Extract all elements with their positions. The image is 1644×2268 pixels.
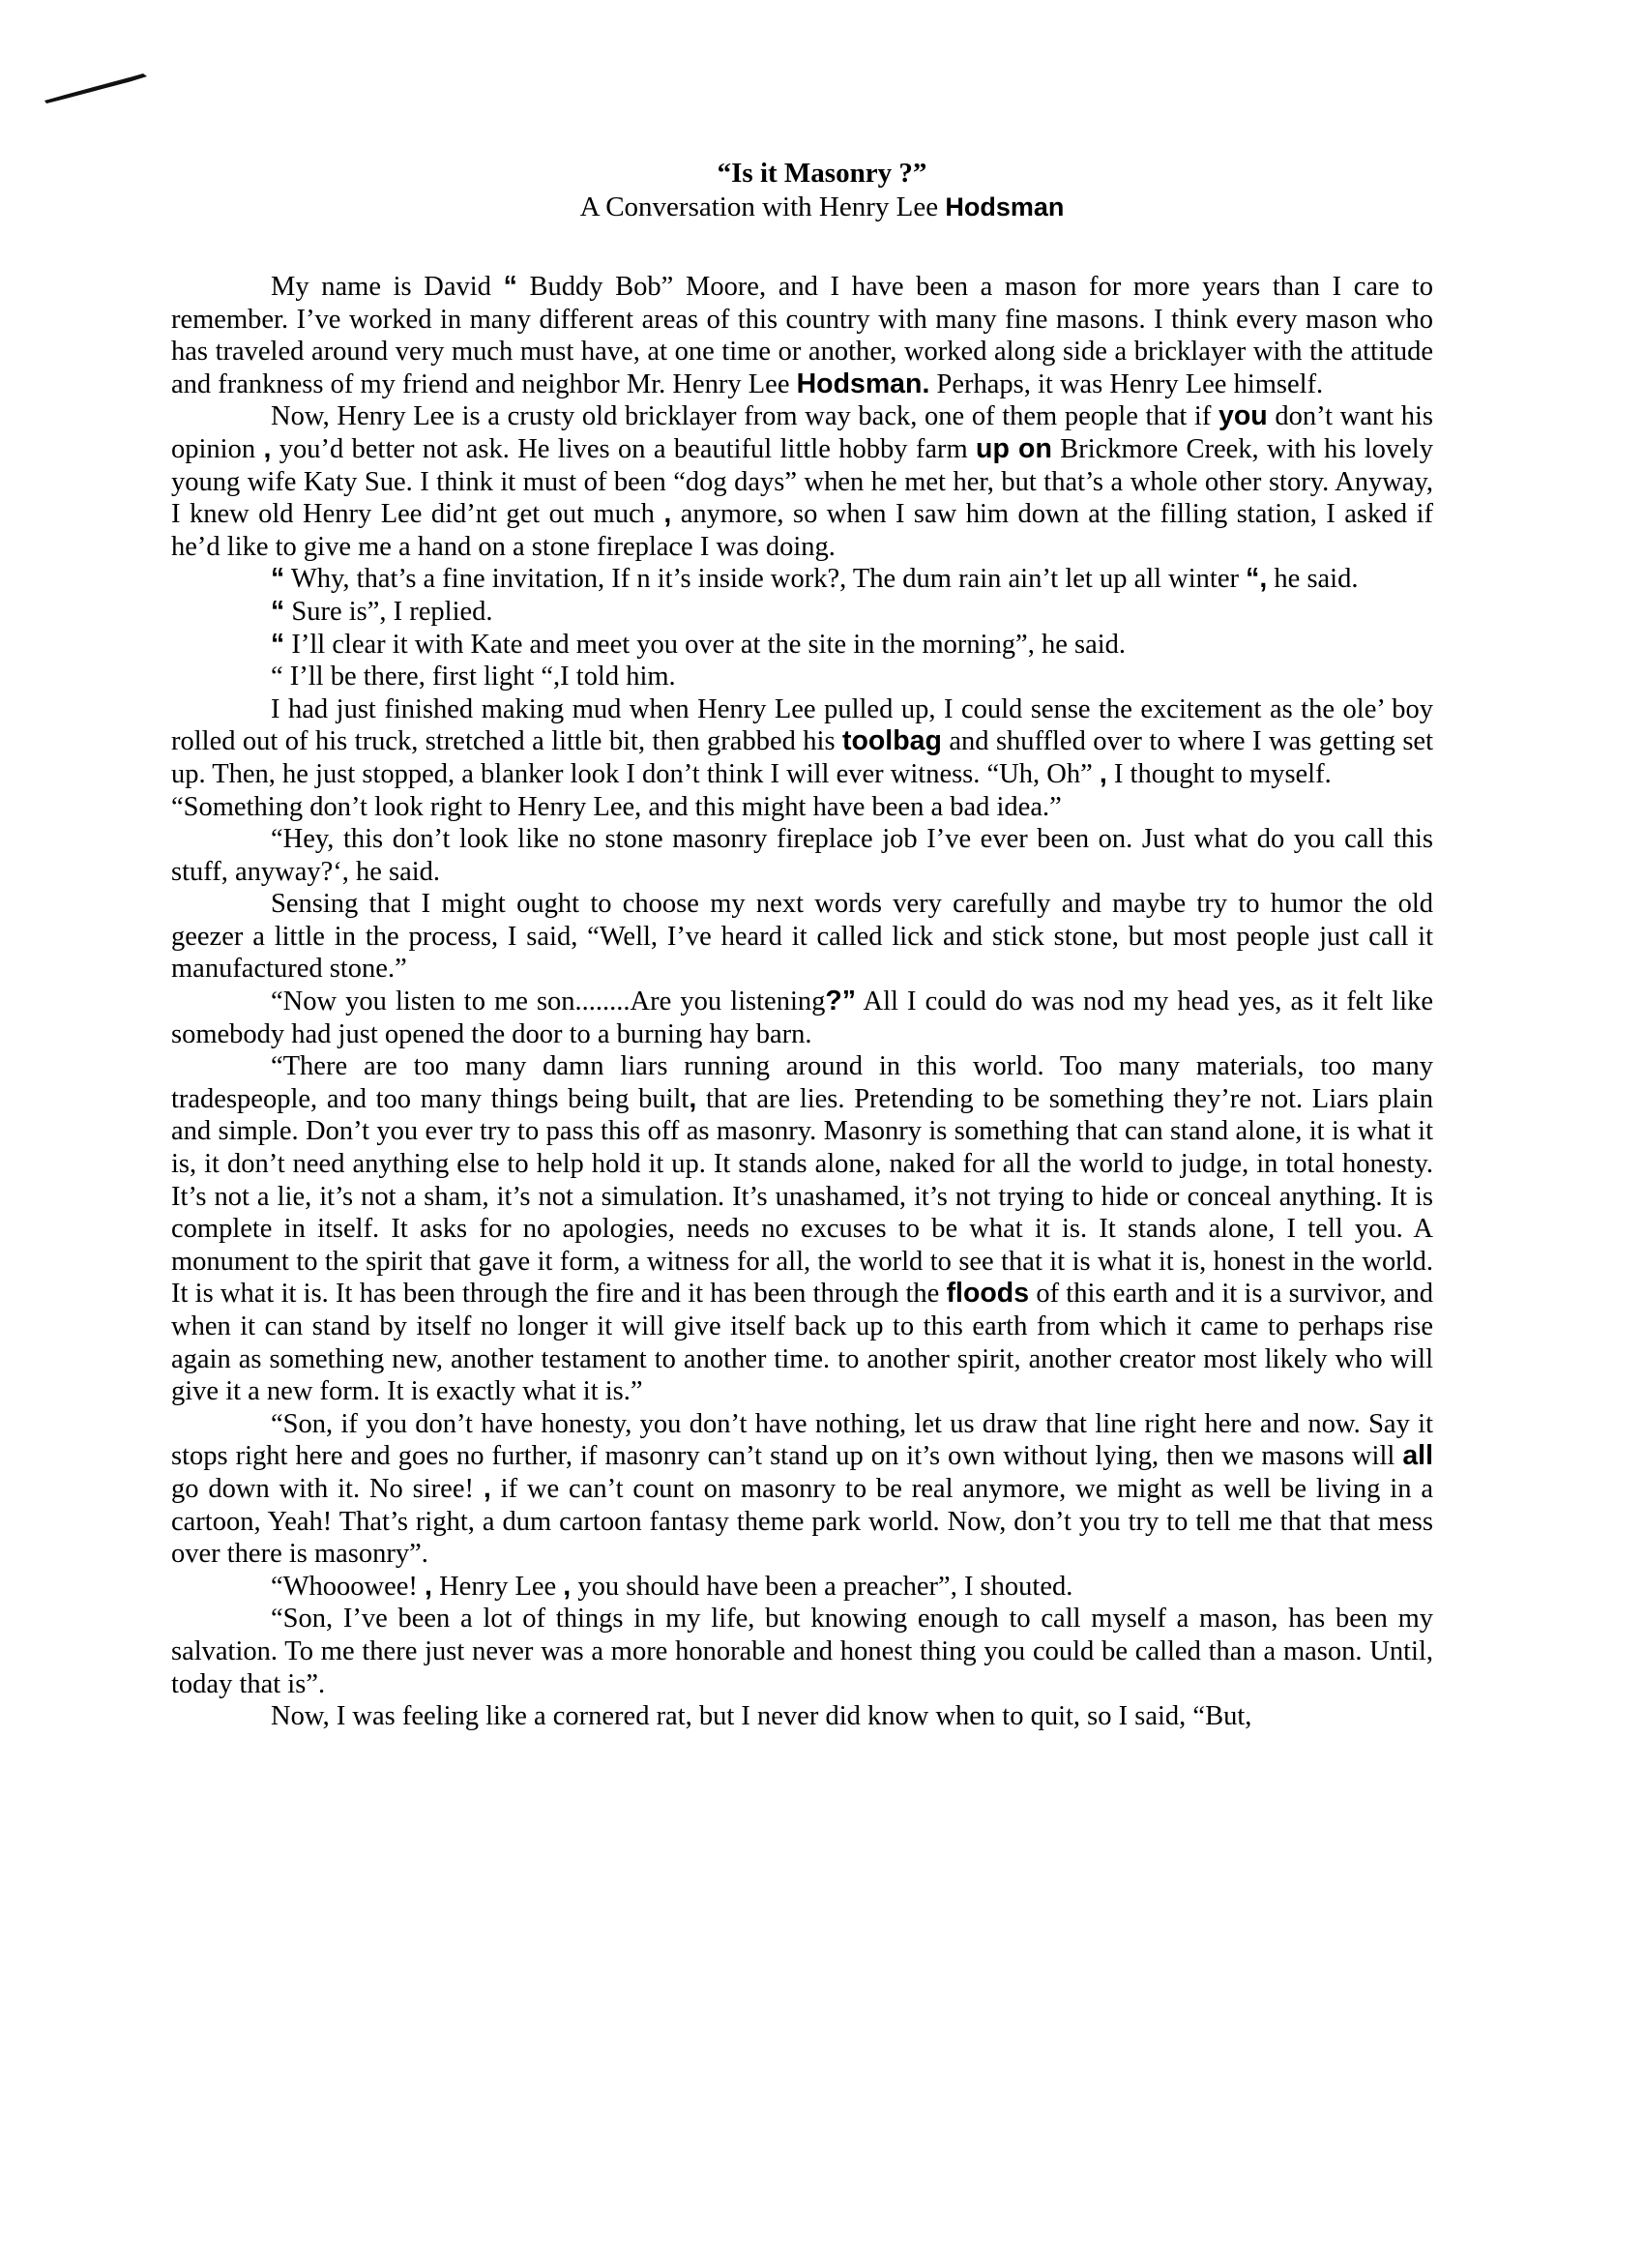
subtitle-name: Hodsman (945, 192, 1065, 221)
paragraph-text: Why, that’s a fine invitation, If n it’s inside work?, The dum rain ain’t let up all winter (284, 564, 1247, 595)
bold-text: you (1218, 400, 1268, 432)
document-subtitle (0, 190, 1644, 224)
paragraph-text: Now, I was feeling like a cornered rat, but I never did know when to quit, so I said, “But, (271, 1701, 1252, 1732)
paragraph (171, 1408, 1433, 1571)
paragraph (171, 400, 1433, 563)
paragraph-text: and shuffled over to where I was getting set up. Then, he just stopped, a blanker look I don’t think I will ever witness. “Uh, Oh” (171, 726, 1433, 789)
bold-text: , (563, 1570, 572, 1602)
paragraph-text: “ I’ll be there, first light “,I told him. (271, 662, 676, 692)
paragraph-text: Now, Henry Lee is a crusty old bricklayer from way back, one of them people that if (271, 401, 1219, 432)
paragraph-text: I had just finished making mud when Henry Lee pulled up, I could sense the excitement as the ole’ boy rolled out of his truck, stretched a little bit, then grabbed his (171, 693, 1433, 757)
paragraph-text: don’t want his opinion (171, 401, 1433, 464)
paragraph-text: anymore, so when I saw him down at the filling station, I asked if he’d like to give me a hand on a stone fireplace I was doing. (171, 499, 1433, 562)
bold-text: “ (271, 595, 285, 627)
bold-text: , (483, 1472, 491, 1504)
paragraph (171, 1603, 1433, 1700)
pen-stroke-mark (43, 68, 151, 106)
paragraph-text: “There are too many damn liars running around in this world. Too many materials, too many tradespeople, and too many things being built (171, 1051, 1433, 1114)
document-body (171, 271, 1433, 1733)
paragraph (171, 693, 1433, 791)
paragraph-text: “Whooowee! (271, 1571, 426, 1602)
paragraph (171, 791, 1433, 824)
paragraph-text: “Son, if you don’t have honesty, you don’t have nothing, let us draw that line right here and now. Say it stops right here and goes no further, if masonry can’t stand up on it’s own without lying, then we masons will (171, 1408, 1433, 1472)
bold-text: ?” (825, 986, 857, 1017)
paragraph-text: I thought to myself. (1106, 758, 1332, 789)
paragraph-text: of this earth and it is a survivor, and when it can stand by itself no longer it will give itself back up to this earth from which it came to perhaps rise again as something new, another testament to another time. to another spirit, another creator most likely who will give it a new form. It is exactly what it is.” (171, 1279, 1433, 1407)
paragraph-text: you’d better not ask. He lives on a beautiful little hobby farm (271, 433, 977, 464)
paragraph-text: Buddy Bob” Moore, and I have been a mason for more years than I care to remember. I’ve worked in many different areas of this country with many fine masons. I think every mason who has traveled around very much must have, at one time or another, worked along side a bricklayer with the attitude and frankness of my friend and neighbor Mr. Henry Lee (171, 272, 1433, 399)
paragraph (171, 823, 1433, 888)
paragraph-text: that are lies. Pretending to be something they’re not. Liars plain and simple. Don’t you ever try to pass this off as masonry. Masonry is something that can stand alone, it is what it is, it don’t need anything else to help hold it up. It stands alone, naked for all the world to judge, in total honesty. It’s not a lie, it’s not a sham, it’s not a simulation. It’s unashamed, it’s not trying to hide or conceal anything. It is complete in itself. It asks for no apologies, needs no excuses to be what it is. It stands alone, I tell you. A monument to the spirit that gave it form, a witness for all, the world to see that it is what it is, honest in the world. It is what it is. It has been through the fire and it has been through the (171, 1083, 1434, 1310)
paragraph-text: My name is David (271, 272, 504, 302)
bold-text: “, (1246, 563, 1268, 595)
paragraph-text: Brickmore Creek, with his lovely young wife Katy Sue. I think it must of been “dog days” when he met her, but that’s a whole other story. Anyway, I knew old Henry Lee did’nt get out much (171, 433, 1433, 530)
document-title: “Is it Masonry ?” (717, 158, 927, 189)
paragraph-text: “Now you listen to me son........Are you listening (271, 987, 826, 1017)
paragraph-text: go down with it. No siree! (171, 1473, 484, 1504)
bold-text: , (663, 498, 672, 530)
paragraph-text: Sensing that I might ought to choose my next words very carefully and maybe try to humor the old geezer a little in the process, I said, “Well, I’ve heard it called lick and stick stone, but most people just call it manufactured stone.” (171, 889, 1433, 985)
subtitle-prefix: A Conversation with Henry Lee (579, 191, 946, 222)
bold-text: floods (946, 1278, 1030, 1310)
paragraph-text: if we can’t count on masonry to be real anymore, we might as well be living in a cartoon, Yeah! That’s right, a dum cartoon fantasy theme park world. Now, don’t you try to tell me that that mess over there is masonry”. (171, 1473, 1433, 1570)
bold-text: up on (976, 432, 1052, 464)
paragraph-text: “Hey, this don’t look like no stone masonry fireplace job I’ve ever been on. Just what do you call this stuff, anyway?‘, he said. (171, 824, 1433, 887)
bold-text: , (263, 432, 272, 464)
paragraph-text: Sure is”, I replied. (284, 596, 493, 627)
paragraph (171, 661, 1433, 693)
paragraph (171, 1700, 1433, 1733)
paragraph (171, 1050, 1433, 1408)
document-header (0, 157, 1644, 224)
paragraph-text: “Son, I’ve been a lot of things in my life, but knowing enough to call myself a mason, has been my salvation. To me there just never was a more honorable and honest thing you could be called than a mason. Until, today that is”. (171, 1604, 1433, 1699)
bold-text: , (689, 1082, 697, 1114)
bold-text: “ (271, 563, 285, 595)
paragraph (171, 1571, 1433, 1604)
bold-text: , (425, 1570, 432, 1602)
paragraph (171, 271, 1433, 400)
paragraph-text: Perhaps, it was Henry Lee himself. (929, 368, 1324, 399)
bold-text: all (1402, 1440, 1433, 1472)
paragraph (171, 596, 1433, 629)
bold-text: “ (271, 628, 285, 660)
paragraph-text: All I could do was nod my head yes, as it felt like somebody had just opened the door to a burning hay barn. (171, 987, 1433, 1049)
paragraph (171, 986, 1433, 1050)
bold-text: toolbag (842, 725, 942, 757)
paragraph (171, 629, 1433, 662)
paragraph-text: “Something don’t look right to Henry Lee, and this might have been a bad idea.” (171, 791, 1062, 822)
paragraph-text: he said. (1267, 564, 1359, 595)
paragraph-text: Henry Lee (431, 1571, 564, 1602)
bold-text: Hodsman. (796, 368, 930, 399)
paragraph (171, 888, 1433, 986)
paragraph-text: you should have been a preacher”, I shouted. (571, 1571, 1073, 1602)
bold-text: “ (503, 271, 517, 302)
paragraph-text: I’ll clear it with Kate and meet you over at the site in the morning”, he said. (284, 629, 1127, 660)
bold-text: , (1099, 757, 1107, 789)
paragraph (171, 563, 1433, 596)
